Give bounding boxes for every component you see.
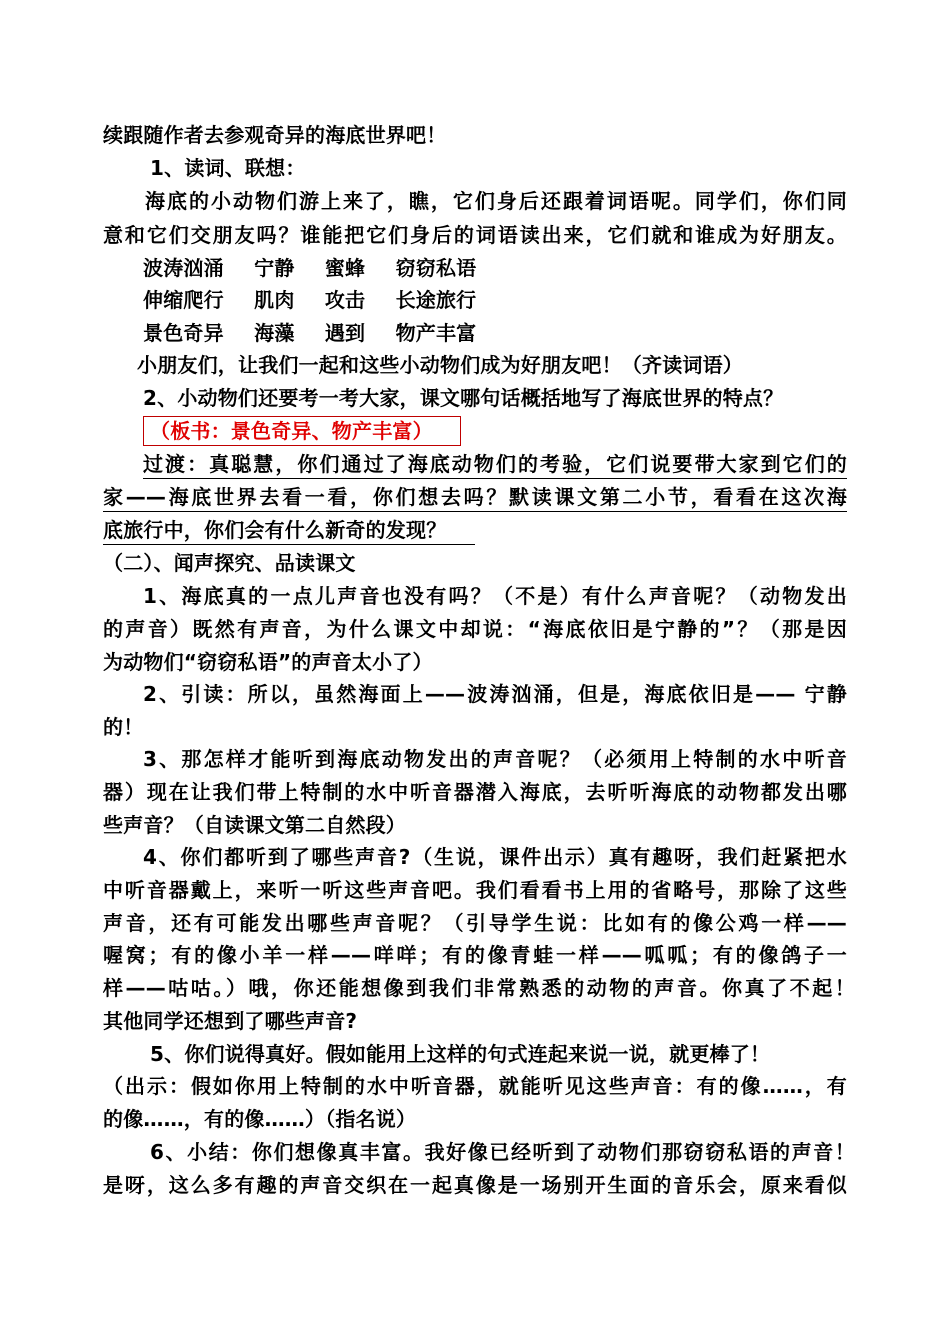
text-line-4: 意和它们交朋友吗？谁能把它们身后的词语读出来，它们就和谁成为好朋友。 [103,223,847,247]
word-row-2: 伸缩爬行 肌肉 攻击 长途旅行 [143,288,477,312]
transition-line-3: 底旅行中，你们会有什么新奇的发现？ [103,518,447,542]
text-line-27: 样——咕咕。）哦，你还能想像到我们非常熟悉的动物的声音。你真了不起！ [103,976,855,1000]
text-line-23: 4、你们都听到了哪些声音?（生说，课件出示）真有趣呀，我们赶紧把水 [143,845,847,869]
text-line-9: 2、小动物们还要考一考大家，课文哪句话概括地写了海底世界的特点？ [143,386,784,410]
text-line-25: 声音，还有可能发出哪些声音呢？（引导学生说：比如有的像公鸡一样—— [103,911,847,935]
text-line-15: 1、海底真的一点儿声音也没有吗？（不是）有什么声音呢？（动物发出 [143,584,847,608]
text-line-17: 为动物们“窃窃私语”的声音太小了） [103,650,433,674]
text-line-2: 1、读词、联想： [150,156,306,180]
underline-2 [103,511,847,512]
text-line-26: 喔窝；有的像小羊一样——咩咩；有的像青蛙一样——呱呱；有的像鸽子一 [103,943,847,967]
text-line-30: （出示：假如你用上特制的水中听音器，就能听见这些声音：有的像……，有 [103,1074,847,1098]
word-row-3: 景色奇异 海藻 遇到 物产丰富 [143,321,477,345]
text-line-28: 其他同学还想到了哪些声音? [103,1009,358,1033]
transition-line-1: 过渡：真聪慧，你们通过了海底动物们的考验，它们说要带大家到它们的 [143,452,847,476]
underline-1 [143,478,847,479]
section-heading: （二）、闻声探究、品读课文 [103,551,356,575]
text-line-21: 器）现在让我们带上特制的水中听音器潜入海底，去听听海底的动物都发出哪 [103,780,847,804]
text-line-24: 中听音器戴上，来听一听这些声音吧。我们看看书上用的省略号，那除了这些 [103,878,847,902]
text-line-3: 海底的小动物们游上来了，瞧，它们身后还跟着词语呢。同学们，你们同 [145,189,847,213]
transition-line-2: 家——海底世界去看一看，你们想去吗？默读课文第二小节，看看在这次海 [103,485,847,509]
text-line-22: 些声音？（自读课文第二自然段） [103,813,406,837]
text-line-33: 是呀，这么多有趣的声音交织在一起真像是一场别开生面的音乐会，原来看似 [103,1173,847,1197]
underline-3 [103,544,475,545]
text-line-31: 的像……，有的像……）（指名说） [103,1107,417,1131]
text-line-1: 续跟随作者去参观奇异的海底世界吧！ [103,123,447,147]
board-note-text: （板书：景色奇异、物产丰富） [150,419,433,443]
text-line-32: 6、小结：你们想像真丰富。我好像已经听到了动物们那窃窃私语的声音！ [150,1140,855,1164]
text-line-16: 的声音）既然有声音，为什么课文中却说：“海底依旧是宁静的”？（那是因 [103,617,847,641]
word-row-1: 波涛汹涌 宁静 蜜蜂 窃窃私语 [143,256,477,280]
text-line-19: 的！ [103,715,144,739]
text-line-20: 3、那怎样才能听到海底动物发出的声音呢？（必须用上特制的水中听音 [143,747,847,771]
text-line-8: 小朋友们，让我们一起和这些小动物们成为好朋友吧！（齐读词语） [137,353,743,377]
text-line-29: 5、你们说得真好。假如能用上这样的句式连起来说一说，就更棒了！ [150,1042,771,1066]
text-line-18: 2、引读：所以，虽然海面上——波涛汹涌，但是，海底依旧是—— 宁静 [143,682,847,706]
